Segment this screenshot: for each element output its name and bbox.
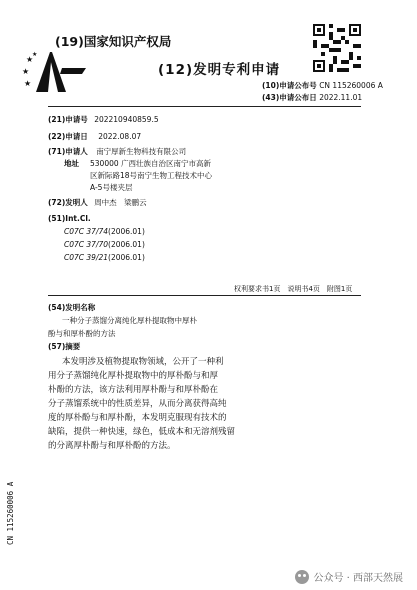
address-line-3: A-5号楼夹层 [90, 183, 133, 192]
cnipa-logo [22, 48, 90, 94]
invention-name-line-1: 一种分子蒸馏分离纯化厚朴提取物中厚朴 [62, 316, 197, 325]
ipc-entry [64, 226, 145, 237]
applicant-value: 南宁厚新生物科技有限公司 [96, 147, 187, 156]
applicant-label: (71)申请人 [48, 147, 88, 156]
inventors [48, 197, 147, 208]
watermark-text: 公众号 · 西部天然展 [313, 573, 403, 584]
application-number-value: 202210940859.5 [94, 115, 159, 124]
abstract-line: 的分离厚朴酚与和厚朴酚的方法。 [48, 441, 176, 451]
publication-date-value: 2022.11.01 [319, 93, 363, 102]
publication-date-label: (43)申请公布日 [262, 93, 317, 102]
svg-text:★: ★ [24, 79, 32, 88]
ipc-date: (2006.01) [108, 253, 145, 262]
address-line-2: 区新际路18号南宁生物工程技术中心 [90, 171, 213, 180]
application-number-label: (21)申请号 [48, 115, 88, 124]
side-publication-number: CN 115260006 A [6, 481, 15, 545]
abstract-body [48, 355, 268, 453]
applicant [48, 146, 186, 157]
abstract-line: 度的厚朴酚与和厚朴酚，本发明克服现有技术的 [48, 413, 227, 423]
ipc-code: C07C 37/70 [64, 240, 109, 249]
document-type-title: (12)发明专利申请 [158, 62, 281, 78]
qr-code [313, 24, 361, 72]
ipc-entry [64, 239, 145, 250]
publication-number-label: (10)申请公布号 [262, 81, 317, 90]
page-counts: 权利要求书1页 说明书4页 附图1页 [234, 285, 353, 293]
section-divider [48, 295, 361, 296]
publication-number-value: CN 115260006 A [319, 81, 383, 90]
abstract-line: 朴酚的方法，该方法利用厚朴酚与和厚朴酚在 [48, 385, 219, 395]
svg-text:★: ★ [32, 51, 38, 58]
application-date-label: (22)申请日 [48, 132, 88, 141]
wechat-icon [295, 570, 309, 584]
ipc-code: C07C 39/21 [64, 253, 109, 262]
address-line-1: 530000 广西壮族自治区南宁市高新 [90, 159, 212, 168]
abstract-line: 分子蒸馏系统中的性质差异，从而分离获得高纯 [48, 399, 227, 409]
int-cl-label: (51)Int.Cl. [48, 214, 91, 223]
svg-text:★: ★ [22, 67, 30, 76]
abstract-line: 用分子蒸馏纯化厚朴提取物中的厚朴酚与和厚 [48, 371, 219, 381]
application-date-value: 2022.08.07 [98, 132, 142, 141]
application-number [48, 114, 159, 125]
publication-date [262, 92, 362, 103]
header-divider [48, 106, 361, 107]
invention-name-line-2: 酚与和厚朴酚的方法 [48, 329, 116, 338]
abstract-line: 本发明涉及植物提取物领域，公开了一种利 [62, 357, 224, 367]
abstract-label: (57)摘要 [48, 342, 81, 351]
watermark [295, 569, 403, 584]
abstract-line: 缺陷，提供一种快速，绿色，低成本和无溶剂残留 [48, 427, 236, 437]
inventor-label: (72)发明人 [48, 198, 88, 207]
invention-name-label: (54)发明名称 [48, 303, 96, 312]
svg-text:★: ★ [26, 55, 34, 64]
application-date [48, 131, 141, 142]
ipc-entry [64, 252, 145, 263]
office-line: (19)国家知识产权局 [55, 34, 172, 49]
ipc-code: C07C 37/74 [64, 227, 109, 236]
inventor-value: 周中杰 梁鹏云 [94, 198, 147, 207]
ipc-date: (2006.01) [108, 240, 145, 249]
publication-number [262, 80, 383, 91]
address-label: 地址 [64, 159, 79, 168]
ipc-date: (2006.01) [108, 227, 145, 236]
